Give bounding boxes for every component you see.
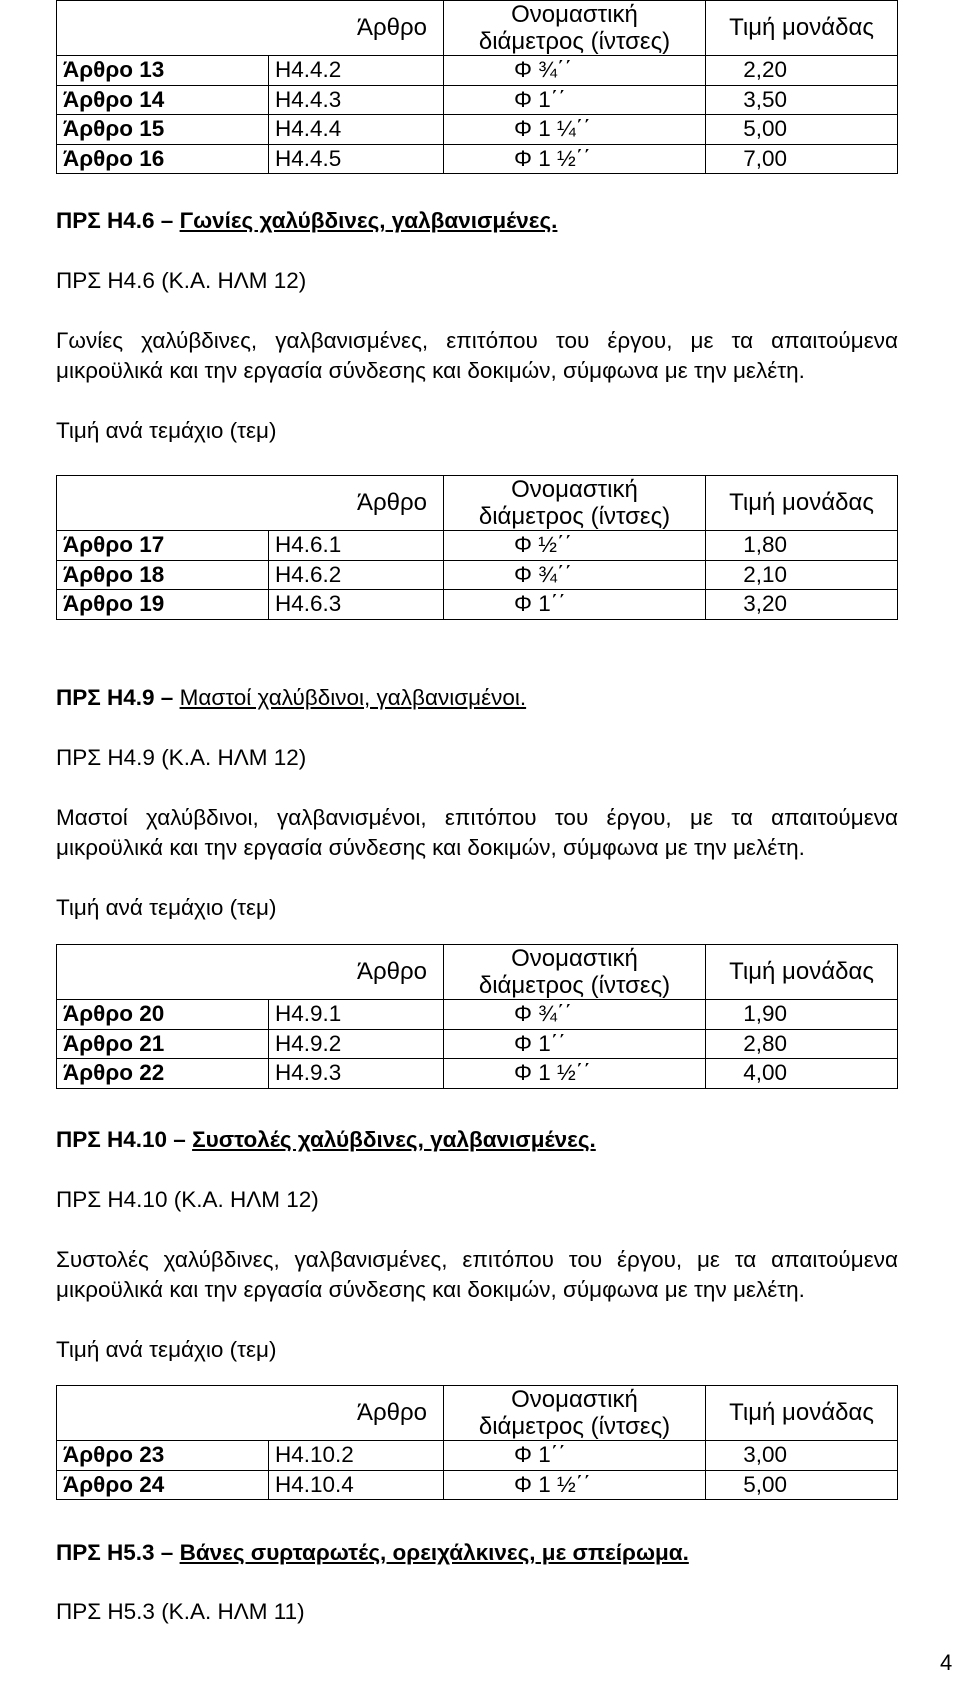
row-code: Η4.4.2 (269, 56, 444, 86)
row-article: Άρθρο 17 (57, 531, 269, 561)
row-code: Η4.10.4 (269, 1470, 444, 1500)
section-ref-h53: ΠΡΣ Η5.3 (Κ.Α. ΗΛΜ 11) (56, 1599, 305, 1624)
description-line: Συστολές χαλύβδινες, γαλβανισμένες, επιτόπου του έργου, με τα απαιτούμενα (56, 1247, 898, 1272)
row-diameter: Φ ¾΄΄ (444, 56, 706, 86)
table-row (57, 531, 898, 561)
table-row (57, 1059, 898, 1089)
section-heading: Συστολές χαλύβδινες, γαλβανισμένες. (192, 1127, 596, 1152)
row-diameter: Φ ¾΄΄ (444, 560, 706, 590)
row-article: Άρθρο 15 (57, 115, 269, 145)
table-row (57, 85, 898, 115)
row-diameter: Φ 1΄΄ (444, 590, 706, 620)
header-article: Άρθρο (57, 1386, 444, 1441)
table-header-row (57, 945, 898, 1000)
page-number: 4 (940, 1650, 953, 1675)
section-heading: Μαστοί χαλύβδινοι, γαλβανισμένοι. (179, 685, 527, 710)
header-nominal-diameter (444, 1386, 706, 1441)
row-code: Η4.4.4 (269, 115, 444, 145)
row-diameter: Φ 1 ½΄΄ (444, 144, 706, 174)
row-price: 2,20 (706, 56, 898, 86)
row-diameter: Φ 1 ½΄΄ (444, 1470, 706, 1500)
row-price: 2,80 (706, 1029, 898, 1059)
row-code: Η4.6.3 (269, 590, 444, 620)
row-price: 3,20 (706, 590, 898, 620)
header-nominal-line1: Ονομαστική (511, 1, 638, 28)
table-row (57, 590, 898, 620)
unit-label-h46: Τιμή ανά τεμάχιο (τεμ) (56, 418, 277, 443)
row-article: Άρθρο 16 (57, 144, 269, 174)
header-nominal-line2: διάμετρος (ίντσες) (478, 972, 671, 999)
section-title-h49 (56, 683, 526, 713)
table-header-row (57, 1386, 898, 1441)
header-article: Άρθρο (57, 1, 444, 56)
section-code: ΠΡΣ Η4.9 – (56, 685, 174, 710)
table-row (57, 144, 898, 174)
description-line: μικροϋλικά και την εργασία σύνδεσης και δοκιμών, σύμφωνα με την μελέτη. (56, 358, 805, 383)
row-diameter: Φ 1΄΄ (444, 1441, 706, 1471)
header-nominal-line2: διάμετρος (ίντσες) (478, 1413, 671, 1440)
header-unit-price: Τιμή μονάδας (706, 1, 898, 56)
section-code: ΠΡΣ Η5.3 – (56, 1540, 174, 1565)
row-diameter: Φ 1 ½΄΄ (444, 1059, 706, 1089)
header-nominal-line1: Ονομαστική (511, 945, 638, 972)
row-code: Η4.9.1 (269, 1000, 444, 1030)
row-article: Άρθρο 21 (57, 1029, 269, 1059)
description-line: μικροϋλικά και την εργασία σύνδεσης και δοκιμών, σύμφωνα με την μελέτη. (56, 1277, 805, 1302)
price-table-h49 (56, 944, 898, 1089)
table-header-row (57, 1, 898, 56)
header-article: Άρθρο (57, 945, 444, 1000)
table-header-row (57, 476, 898, 531)
section-description-h49 (56, 803, 898, 863)
description-line: Μαστοί χαλύβδινοι, γαλβανισμένοι, επιτόπου του έργου, με τα απαιτούμενα (56, 805, 898, 830)
section-title-h53 (56, 1538, 689, 1568)
row-article: Άρθρο 23 (57, 1441, 269, 1471)
section-code: ΠΡΣ Η4.6 – (56, 208, 174, 233)
header-nominal-diameter (444, 945, 706, 1000)
row-diameter: Φ ¾΄΄ (444, 1000, 706, 1030)
row-price: 1,80 (706, 531, 898, 561)
header-unit-price: Τιμή μονάδας (706, 1386, 898, 1441)
row-article: Άρθρο 14 (57, 85, 269, 115)
row-article: Άρθρο 19 (57, 590, 269, 620)
row-code: Η4.4.5 (269, 144, 444, 174)
section-ref-h49: ΠΡΣ Η4.9 (Κ.Α. ΗΛΜ 12) (56, 745, 307, 770)
table-row (57, 56, 898, 86)
description-line: Γωνίες χαλύβδινες, γαλβανισμένες, επιτόπου του έργου, με τα απαιτούμενα (56, 328, 898, 353)
row-code: Η4.4.3 (269, 85, 444, 115)
row-diameter: Φ 1΄΄ (444, 85, 706, 115)
row-article: Άρθρο 22 (57, 1059, 269, 1089)
header-unit-price: Τιμή μονάδας (706, 476, 898, 531)
section-heading: Γωνίες χαλύβδινες, γαλβανισμένες. (179, 208, 558, 233)
row-code: Η4.9.2 (269, 1029, 444, 1059)
price-table-h46 (56, 475, 898, 620)
row-article: Άρθρο 13 (57, 56, 269, 86)
row-code: Η4.9.3 (269, 1059, 444, 1089)
header-nominal-line2: διάμετρος (ίντσες) (478, 503, 671, 530)
row-article: Άρθρο 24 (57, 1470, 269, 1500)
section-code: ΠΡΣ Η4.10 – (56, 1127, 186, 1152)
price-table-h44 (56, 0, 898, 174)
table-row (57, 560, 898, 590)
row-code: Η4.6.2 (269, 560, 444, 590)
section-ref-h46: ΠΡΣ Η4.6 (Κ.Α. ΗΛΜ 12) (56, 268, 307, 293)
row-price: 3,50 (706, 85, 898, 115)
row-code: Η4.10.2 (269, 1441, 444, 1471)
row-price: 5,00 (706, 1470, 898, 1500)
row-price: 7,00 (706, 144, 898, 174)
section-description-h410 (56, 1245, 898, 1305)
price-table-h410 (56, 1385, 898, 1500)
section-heading: Βάνες συρταρωτές, ορειχάλκινες, με σπείρωμα. (179, 1540, 689, 1565)
row-price: 1,90 (706, 1000, 898, 1030)
row-price: 3,00 (706, 1441, 898, 1471)
row-diameter: Φ ½΄΄ (444, 531, 706, 561)
row-article: Άρθρο 18 (57, 560, 269, 590)
header-article: Άρθρο (57, 476, 444, 531)
unit-label-h410: Τιμή ανά τεμάχιο (τεμ) (56, 1337, 277, 1362)
header-nominal-line1: Ονομαστική (511, 1386, 638, 1413)
row-price: 2,10 (706, 560, 898, 590)
table-row (57, 1470, 898, 1500)
header-nominal-diameter (444, 476, 706, 531)
row-price: 5,00 (706, 115, 898, 145)
section-ref-h410: ΠΡΣ Η4.10 (Κ.Α. ΗΛΜ 12) (56, 1187, 319, 1212)
header-nominal-diameter (444, 1, 706, 56)
row-diameter: Φ 1΄΄ (444, 1029, 706, 1059)
row-article: Άρθρο 20 (57, 1000, 269, 1030)
row-code: Η4.6.1 (269, 531, 444, 561)
table-row (57, 1029, 898, 1059)
description-line: μικροϋλικά και την εργασία σύνδεσης και δοκιμών, σύμφωνα με την μελέτη. (56, 835, 805, 860)
header-nominal-line1: Ονομαστική (511, 476, 638, 503)
header-nominal-line2: διάμετρος (ίντσες) (478, 28, 671, 55)
unit-label-h49: Τιμή ανά τεμάχιο (τεμ) (56, 895, 277, 920)
header-unit-price: Τιμή μονάδας (706, 945, 898, 1000)
row-diameter: Φ 1 ¼΄΄ (444, 115, 706, 145)
section-title-h46 (56, 206, 557, 236)
table-row (57, 115, 898, 145)
section-description-h46 (56, 326, 898, 386)
section-title-h410 (56, 1125, 596, 1155)
table-row (57, 1441, 898, 1471)
row-price: 4,00 (706, 1059, 898, 1089)
table-row (57, 1000, 898, 1030)
